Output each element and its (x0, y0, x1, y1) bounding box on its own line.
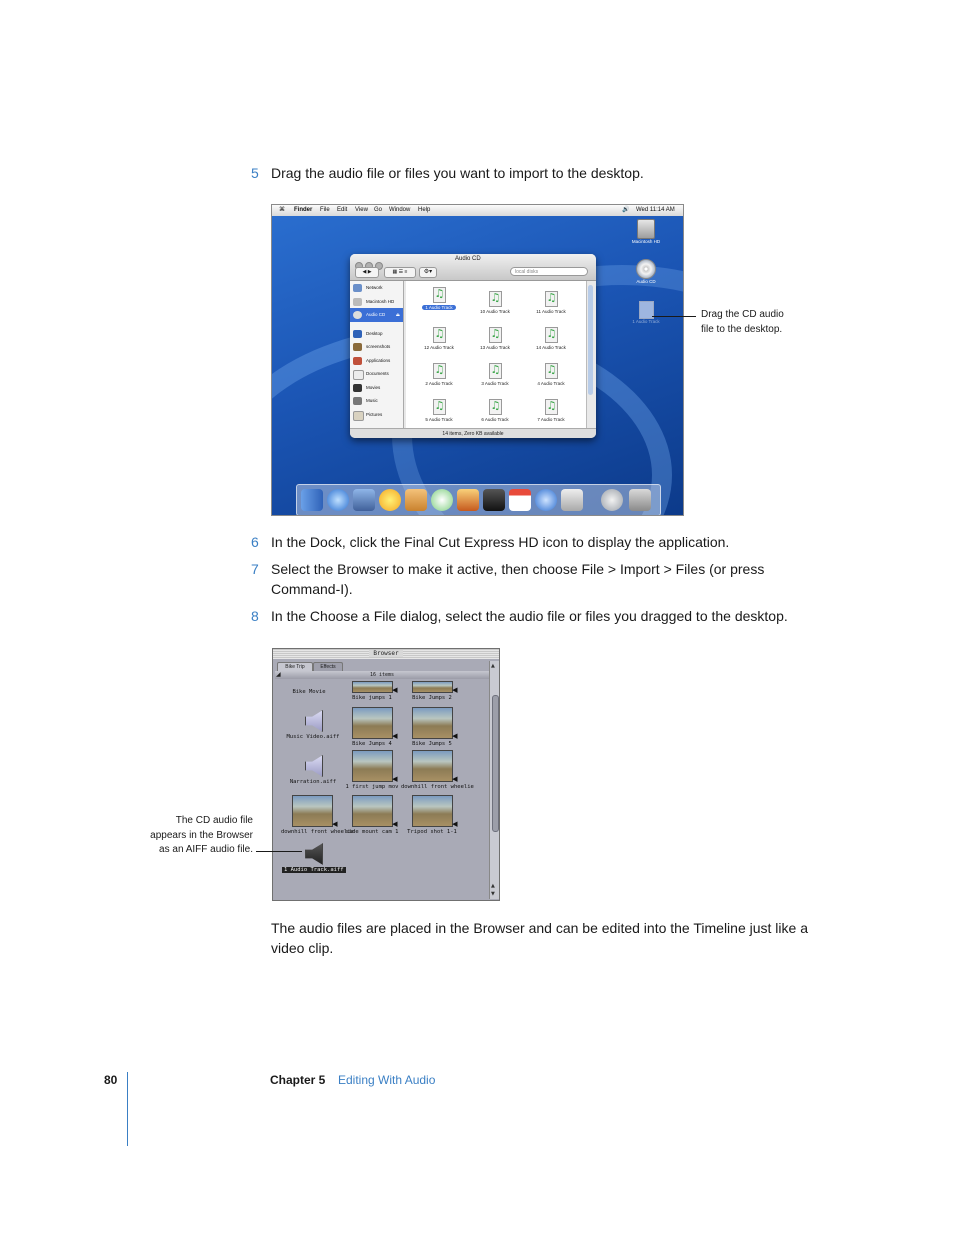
window-titlebar (350, 254, 596, 281)
clip-item[interactable]: ◀ Bike Jumps 2 (401, 681, 463, 701)
aiff-file-icon (433, 399, 446, 415)
clip-thumbnail (412, 795, 458, 828)
step-number: 6 (251, 534, 259, 550)
search-input[interactable]: local disks (510, 267, 588, 276)
aiff-file-icon (545, 399, 558, 415)
step-text: In the Dock, click the Final Cut Express HD icon to display the application. (271, 534, 730, 550)
tab-effects[interactable]: Effects (313, 662, 343, 672)
clip-item[interactable]: ◀ downhill front wheelie (401, 750, 463, 790)
sidebar-item-desktop[interactable]: Desktop (350, 327, 403, 341)
chapter-title: Editing With Audio (338, 1073, 436, 1087)
file-item[interactable]: ♫ 7 Audio Track (522, 399, 580, 422)
file-item[interactable]: ♫ 10 Audio Track (466, 291, 524, 314)
step-6 (251, 532, 811, 552)
clip-item[interactable]: Bike Movie (292, 689, 326, 695)
file-item[interactable]: ♫ 1 Audio Track (410, 287, 468, 310)
audio-indicator-icon: ◀ (392, 775, 398, 783)
clip-item[interactable]: ◀ Tripod shot 1-1 (401, 795, 463, 835)
aiff-file-icon (545, 291, 558, 307)
clip-thumbnail (352, 795, 398, 828)
step-7 (251, 559, 791, 599)
ical-dock-icon[interactable] (509, 489, 531, 511)
scroll-thumb[interactable] (492, 695, 499, 832)
pictures-icon (353, 411, 364, 421)
chapter-label: Chapter 5 (270, 1073, 326, 1087)
column-toggle-icon[interactable]: ◢ (276, 671, 281, 678)
film-icon (353, 384, 362, 392)
finder-callout: Drag the CD audio file to the desktop. (701, 309, 784, 335)
finder-window (350, 254, 596, 438)
audio-file-icon (303, 708, 323, 732)
step-text: Drag the audio file or files you want to import to the desktop. (271, 165, 644, 181)
menu-finder[interactable]: Finder (294, 207, 313, 213)
file-item[interactable]: ♫ 4 Audio Track (522, 363, 580, 386)
menu-help[interactable]: Help (418, 207, 431, 213)
step-5 (251, 163, 811, 183)
audio-indicator-icon: ◀ (392, 686, 398, 694)
browser-scrollbar[interactable] (489, 661, 499, 899)
menu-file[interactable]: File (320, 207, 330, 213)
scroll-down-icon[interactable]: ▼ (491, 891, 495, 897)
dock (296, 484, 661, 516)
audio-indicator-icon: ◀ (332, 820, 338, 828)
page-number: 80 (104, 1073, 118, 1087)
desktop-icon-macintosh-hd[interactable]: Macintosh HD (626, 219, 666, 244)
sidebar-item-audio-cd[interactable]: Audio CD ⏏ (350, 308, 403, 322)
home-icon (353, 343, 362, 351)
globe-icon (353, 284, 362, 292)
callout-leader-line (652, 316, 696, 317)
finder-scrollbar[interactable] (586, 281, 595, 428)
menu-clock[interactable]: Wed 11:14 AM (636, 207, 675, 213)
finder-sidebar (350, 281, 404, 428)
view-buttons[interactable]: ▦ ☰ ≡ (384, 267, 416, 278)
music-icon (353, 397, 362, 405)
file-item[interactable]: ♫ 12 Audio Track (410, 327, 468, 350)
callout-leader-line (256, 851, 302, 852)
file-item[interactable]: ♫ 11 Audio Track (522, 291, 580, 314)
clip-item[interactable]: ◀ Bike Jumps 5 (401, 707, 463, 747)
volume-icon[interactable]: 🔊 (622, 207, 630, 213)
aiff-file-icon (489, 399, 502, 415)
aiff-file-icon (545, 327, 558, 343)
file-item[interactable]: ♫ 2 Audio Track (410, 363, 468, 386)
aiff-file-icon (433, 287, 446, 303)
browser-title: Browser (369, 650, 402, 657)
audio-indicator-icon: ◀ (392, 732, 398, 740)
audio-indicator-icon: ◀ (452, 686, 458, 694)
menu-window[interactable]: Window (389, 207, 411, 213)
file-item[interactable]: ♫ 14 Audio Track (522, 327, 580, 350)
applications-icon (353, 357, 362, 365)
sidebar-item-documents[interactable]: Documents (350, 367, 403, 381)
aiff-file-icon (545, 363, 558, 379)
safari-dock-icon[interactable] (327, 489, 349, 511)
body-paragraph: The audio files are placed in the Browser and can be edited into the Timeline just like a video clip. (271, 920, 808, 956)
audio-indicator-icon: ◀ (452, 775, 458, 783)
quicktime-dock-icon[interactable] (535, 489, 557, 511)
browser-titlebar (273, 649, 499, 659)
browser-screenshot (272, 648, 500, 901)
mac-os-x-dock-icon[interactable] (601, 489, 623, 511)
imovie-dock-icon[interactable] (483, 489, 505, 511)
sidebar-item-music[interactable]: Music (350, 394, 403, 408)
clip-thumbnail (352, 750, 398, 783)
clip-item[interactable]: Narration.aiff (282, 753, 344, 785)
browser-callout: The CD audio file appears in the Browser as an AIFF audio file. (150, 815, 253, 855)
apple-menu-icon[interactable]: ⌘ (279, 207, 285, 213)
step-number: 5 (251, 165, 259, 181)
step-number: 7 (251, 561, 259, 577)
hard-drive-icon (353, 298, 362, 306)
eject-icon[interactable]: ⏏ (395, 312, 400, 317)
clip-item[interactable]: ◀ Bike jumps 1 (341, 681, 403, 701)
aiff-file-icon (433, 327, 446, 343)
step-8 (251, 606, 821, 626)
scroll-up-icon[interactable]: ▲ (491, 883, 495, 889)
ichat-dock-icon[interactable] (379, 489, 401, 511)
scroll-up-icon[interactable]: ▲ (491, 663, 495, 669)
clip-item[interactable]: ◀ side mount cam 1 (341, 795, 403, 835)
scroll-thumb[interactable] (588, 285, 593, 395)
sidebar-item-applications[interactable]: Applications (350, 354, 403, 368)
clip-item[interactable]: ◀ Bike Jumps 4 (341, 707, 403, 747)
documents-icon (353, 370, 364, 380)
audio-indicator-icon: ◀ (392, 820, 398, 828)
sidebar-item-macintosh-hd[interactable]: Macintosh HD (350, 295, 403, 309)
step-number: 8 (251, 608, 259, 624)
clip-item[interactable]: Music Video.aiff (282, 708, 344, 740)
aiff-file-icon (433, 363, 446, 379)
sidebar-item-movies[interactable]: Movies (350, 381, 403, 395)
item-count: 16 items (275, 671, 489, 679)
step-text: Select the Browser to make it active, then choose File > Import > Files (or press Command-I). (271, 561, 765, 597)
sidebar-item-network[interactable]: Network (350, 281, 403, 295)
menu-edit[interactable]: Edit (337, 207, 348, 213)
file-item[interactable]: ♫ 5 Audio Track (410, 399, 468, 422)
menu-view[interactable]: View (355, 207, 368, 213)
itunes-dock-icon[interactable] (431, 489, 453, 511)
finder-dock-icon[interactable] (301, 489, 323, 511)
desktop-icon-audio-cd[interactable]: Audio CD (626, 259, 666, 284)
aiff-file-icon (489, 327, 502, 343)
mail-dock-icon[interactable] (353, 489, 375, 511)
file-item[interactable]: ♫ 13 Audio Track (466, 327, 524, 350)
cd-icon (353, 311, 362, 319)
address-book-dock-icon[interactable] (405, 489, 427, 511)
file-item[interactable]: ♫ 3 Audio Track (466, 363, 524, 386)
trash-icon[interactable] (629, 489, 651, 511)
back-forward-button[interactable]: ◀ ▶ (355, 267, 379, 278)
clip-item-imported-aiff[interactable]: 1 Audio Track.aiff (282, 841, 344, 873)
footer-divider (127, 1072, 128, 1146)
audio-file-icon (303, 841, 323, 865)
aiff-file-icon (489, 363, 502, 379)
clip-item[interactable]: ◀ 1 first jump mov (341, 750, 403, 790)
audio-file-icon (303, 753, 323, 777)
finder-screenshot (271, 204, 684, 516)
clip-thumbnail (292, 795, 338, 828)
menu-go[interactable]: Go (374, 207, 383, 213)
hard-drive-icon (637, 219, 655, 239)
audio-indicator-icon: ◀ (452, 732, 458, 740)
sidebar-item-screenshots[interactable]: screenshots (350, 340, 403, 354)
tab-bike-trip[interactable]: Bike Trip (277, 662, 313, 672)
sidebar-item-pictures[interactable]: Pictures (350, 408, 403, 422)
aiff-file-icon (489, 291, 502, 307)
finder-content (406, 281, 586, 428)
system-preferences-dock-icon[interactable] (561, 489, 583, 511)
audio-indicator-icon: ◀ (452, 820, 458, 828)
file-item[interactable]: ♫ 6 Audio Track (466, 399, 524, 422)
desktop-icon-audio-track[interactable]: 1 Audio Track (626, 301, 666, 324)
action-menu-button[interactable]: ⚙▾ (419, 267, 437, 278)
clip-item[interactable]: ◀ downhill front wheelie (281, 795, 343, 835)
cd-icon (636, 259, 656, 279)
window-title: Audio CD (455, 256, 481, 262)
iphoto-dock-icon[interactable] (457, 489, 479, 511)
step-text: In the Choose a File dialog, select the audio file or files you dragged to the desktop. (271, 608, 788, 624)
status-bar: 14 items, Zero KB available (350, 428, 596, 438)
menu-bar (272, 205, 683, 216)
desktop-icon (353, 330, 362, 338)
clip-thumbnail (412, 750, 458, 783)
